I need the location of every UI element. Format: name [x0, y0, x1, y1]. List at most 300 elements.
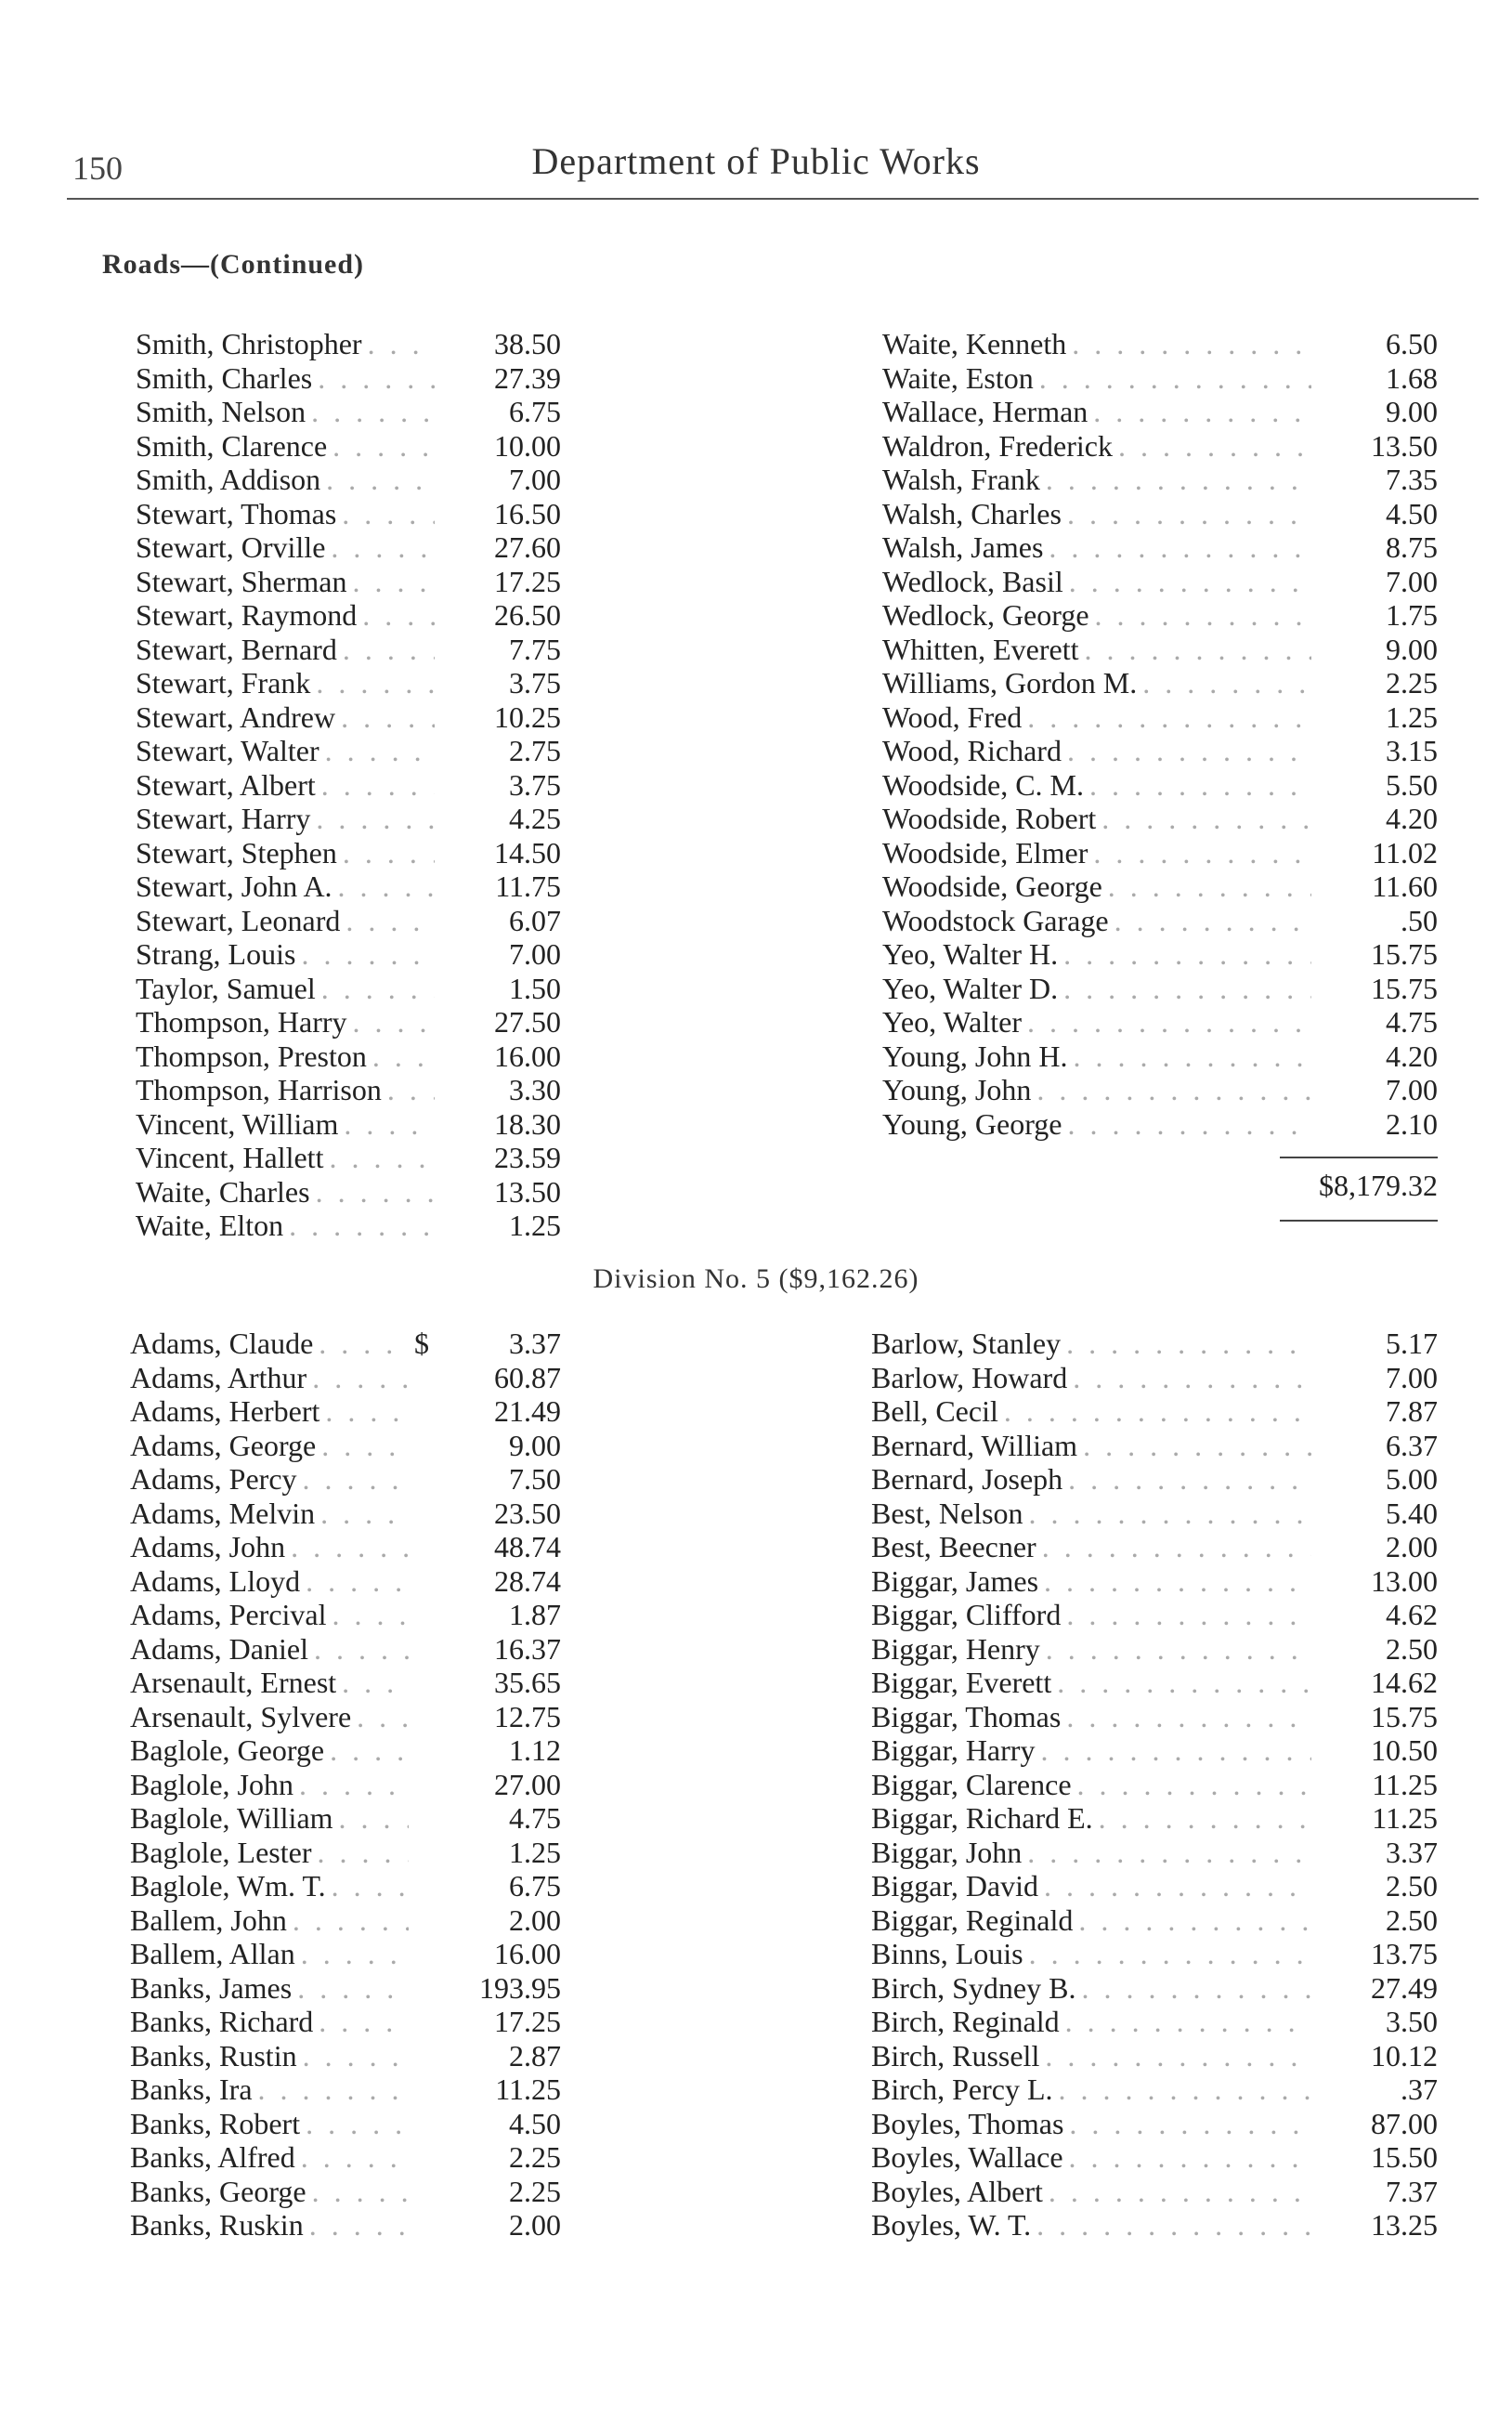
entry-amount: 18.30 [494, 1106, 561, 1141]
entry-amount: 4.50 [509, 2106, 561, 2140]
entry-name: Banks, Robert [130, 2106, 301, 2140]
dot-leader [331, 530, 435, 565]
dot-leader [1039, 361, 1311, 396]
entry-name: Stewart, Thomas [136, 496, 337, 530]
dot-leader [1077, 1768, 1311, 1802]
entry-amount: 27.60 [494, 530, 561, 564]
list-item [871, 1971, 1438, 2006]
dot-leader [332, 429, 435, 464]
entry-amount: 17.25 [494, 564, 561, 598]
list-item [136, 1005, 561, 1040]
entry-name: Adams, Claude [130, 1327, 314, 1360]
entry-name: Stewart, John A. [136, 870, 332, 903]
dot-leader [1027, 1005, 1311, 1040]
list-item [136, 870, 561, 904]
dot-leader [1083, 1429, 1311, 1463]
dot-leader [301, 2140, 409, 2175]
entry-name: Birch, Percy L. [871, 2072, 1053, 2106]
list-item [130, 1394, 561, 1429]
entry-amount: 10.50 [1371, 1733, 1438, 1767]
entry-amount: 10.25 [494, 700, 561, 734]
entry-name: Yeo, Walter H. [882, 937, 1059, 971]
list-item [136, 836, 561, 870]
dot-leader [1029, 1937, 1311, 1971]
dot-leader [1046, 1632, 1311, 1667]
dot-leader [1081, 1971, 1311, 2006]
list-item [130, 2005, 561, 2039]
entry-amount: 10.12 [1371, 2038, 1438, 2072]
dot-leader [1036, 2208, 1311, 2242]
entry-name: Bernard, Joseph [871, 1462, 1063, 1496]
entry-amount: 3.75 [509, 767, 561, 802]
entry-name: Biggar, Clarence [871, 1767, 1072, 1801]
total-rule-bottom [1280, 1220, 1438, 1222]
entry-amount: 21.49 [494, 1394, 561, 1428]
entry-amount: 27.39 [494, 360, 561, 395]
entry-amount: 5.50 [1386, 767, 1438, 802]
entry-amount: 15.75 [1371, 971, 1438, 1005]
entry-amount: 14.62 [1371, 1666, 1438, 1699]
list-item [882, 768, 1438, 803]
dot-leader [311, 395, 435, 429]
list-item [136, 463, 561, 497]
entry-amount: 26.50 [494, 598, 561, 632]
dot-leader [342, 1666, 409, 1700]
entry-name: Adams, John [130, 1530, 286, 1563]
entry-name: Wedlock, Basil [882, 564, 1063, 598]
entry-name: Birch, Russell [871, 2038, 1040, 2072]
entry-name: Walsh, James [882, 530, 1044, 564]
entry-amount: 3.75 [509, 666, 561, 700]
entry-name: Woodside, George [882, 870, 1102, 903]
list-item [871, 1801, 1438, 1836]
dot-leader [362, 598, 435, 633]
list-item [136, 904, 561, 938]
top-right-column [882, 327, 1438, 1141]
entry-name: Arsenault, Ernest [130, 1666, 337, 1699]
list-item [136, 768, 561, 803]
entry-amount: 4.25 [509, 802, 561, 835]
dot-leader [1042, 1530, 1311, 1564]
entry-name: Binns, Louis [871, 1937, 1023, 1970]
entry-name: Biggar, James [871, 1563, 1039, 1598]
list-item [882, 1107, 1438, 1142]
dot-leader [1068, 1107, 1312, 1142]
entry-name: Barlow, Stanley [871, 1327, 1062, 1360]
list-item [136, 972, 561, 1006]
entry-name: Biggar, David [871, 1869, 1039, 1903]
list-item [136, 429, 561, 464]
list-item [871, 1768, 1438, 1802]
entry-name: Stewart, Stephen [136, 835, 337, 870]
dot-leader [325, 1394, 409, 1429]
entry-name: Vincent, Hallett [136, 1141, 324, 1174]
entry-name: Smith, Charles [136, 360, 313, 395]
list-item [130, 1361, 561, 1395]
dot-leader [1066, 1700, 1311, 1734]
entry-name: Stewart, Walter [136, 734, 319, 767]
dot-leader [318, 361, 435, 396]
list-item [871, 1937, 1438, 1971]
entry-amount: 6.37 [1386, 1428, 1438, 1462]
entry-name: Baglole, Wm. T. [130, 1869, 326, 1903]
entry-amount: 17.25 [494, 2005, 561, 2038]
dot-leader [1036, 1073, 1311, 1107]
list-item [136, 633, 561, 667]
list-item [871, 1394, 1438, 1429]
entry-name: Stewart, Orville [136, 530, 326, 564]
list-item [871, 1836, 1438, 1870]
entry-name: Vincent, William [136, 1106, 339, 1141]
dot-leader [321, 768, 435, 803]
dot-leader [1066, 1327, 1311, 1361]
entry-name: Birch, Sydney B. [871, 1970, 1076, 2005]
entry-amount: 13.00 [1371, 1563, 1438, 1598]
entry-name: Adams, Lloyd [130, 1563, 301, 1598]
entry-amount: 16.00 [494, 1039, 561, 1073]
dot-leader [1089, 768, 1311, 803]
entry-amount: 9.00 [509, 1428, 561, 1462]
entry-name: Stewart, Sherman [136, 564, 347, 598]
entry-name: Stewart, Albert [136, 767, 316, 802]
dot-leader [306, 2107, 409, 2141]
entry-amount: 7.00 [509, 937, 561, 971]
entry-name: Whitten, Everett [882, 632, 1079, 666]
entry-amount: 1.12 [509, 1733, 561, 1767]
list-item [882, 972, 1438, 1006]
entry-amount: 4.20 [1386, 802, 1438, 835]
dot-leader [339, 1801, 409, 1836]
list-item [871, 1666, 1438, 1700]
entry-amount: 1.50 [509, 971, 561, 1005]
bottom-left-column [130, 1327, 561, 2242]
list-item [871, 1733, 1438, 1768]
list-item [871, 1700, 1438, 1734]
dot-leader [325, 734, 435, 768]
list-item [136, 530, 561, 565]
dot-leader [332, 1598, 410, 1632]
entry-name: Banks, Alfred [130, 2140, 295, 2174]
entry-amount: 4.50 [1386, 496, 1438, 530]
entry-amount: 3.15 [1386, 734, 1438, 767]
dot-leader [1044, 1564, 1311, 1599]
entry-amount: 6.07 [509, 903, 561, 937]
dot-leader [1093, 395, 1311, 429]
list-item [871, 2005, 1438, 2039]
entry-amount: 1.75 [1386, 598, 1438, 632]
entry-amount: 2.50 [1386, 1869, 1438, 1903]
dot-leader [1004, 1394, 1311, 1429]
dot-leader [1044, 1869, 1311, 1903]
list-item [136, 361, 561, 396]
entry-amount: 7.87 [1386, 1394, 1438, 1428]
entry-name: Young, George [882, 1106, 1062, 1141]
dot-leader [258, 2072, 409, 2107]
entry-amount: 4.20 [1386, 1039, 1438, 1073]
list-item [130, 2208, 561, 2242]
entry-name: Stewart, Frank [136, 666, 311, 700]
entry-amount: 7.00 [1386, 1360, 1438, 1394]
dot-leader [321, 1429, 409, 1463]
entry-amount: 27.00 [494, 1767, 561, 1801]
dot-leader [353, 1005, 435, 1040]
entry-amount: 6.50 [1386, 327, 1438, 360]
dot-leader [357, 1700, 409, 1734]
entry-name: Bell, Cecil [871, 1394, 998, 1428]
entry-name: Adams, Arthur [130, 1360, 307, 1394]
list-item [871, 1361, 1438, 1395]
bottom-right-column [871, 1327, 1438, 2242]
list-item [871, 2072, 1438, 2107]
dot-leader [1063, 972, 1311, 1006]
entry-amount: 7.37 [1386, 2174, 1438, 2208]
entry-name: Thompson, Harry [136, 1005, 347, 1039]
list-item [882, 565, 1438, 599]
entry-name: Adams, Percival [130, 1598, 327, 1631]
dot-leader [1067, 734, 1311, 768]
dot-leader [344, 1107, 435, 1142]
entry-amount: 11.25 [495, 2072, 561, 2106]
entry-name: Biggar, Harry [871, 1733, 1036, 1767]
entry-name: Yeo, Walter D. [882, 971, 1059, 1005]
entry-amount: 7.00 [509, 463, 561, 496]
dot-leader [316, 1175, 435, 1210]
entry-name: Banks, Ruskin [130, 2208, 304, 2242]
list-item [136, 700, 561, 735]
entry-amount: 11.25 [1372, 1801, 1438, 1835]
entry-name: Boyles, Wallace [871, 2140, 1063, 2174]
entry-amount: 5.17 [1386, 1327, 1438, 1360]
list-item [136, 734, 561, 768]
entry-amount: 13.50 [494, 1174, 561, 1209]
entry-name: Baglole, William [130, 1801, 333, 1835]
list-item [130, 1733, 561, 1768]
entry-name: Baglole, Lester [130, 1835, 312, 1869]
dot-leader [1114, 904, 1311, 938]
list-item [130, 2072, 561, 2107]
entry-amount: 2.10 [1386, 1106, 1438, 1141]
list-item [130, 1497, 561, 1531]
entry-name: Waite, Elton [136, 1209, 284, 1242]
dot-leader [1049, 2175, 1311, 2209]
dot-leader [312, 2175, 409, 2209]
dot-leader [1067, 497, 1311, 531]
list-item [130, 2039, 561, 2073]
entry-amount: 3.30 [509, 1073, 561, 1106]
entry-name: Biggar, Richard E. [871, 1801, 1093, 1835]
entry-amount: 2.00 [1386, 1530, 1438, 1563]
dot-leader [1118, 429, 1311, 464]
entry-name: Williams, Gordon M. [882, 666, 1138, 700]
dot-leader [338, 870, 435, 904]
total-rule-top [1280, 1157, 1438, 1158]
list-item [871, 1530, 1438, 1564]
list-item [882, 802, 1438, 836]
list-item [882, 734, 1438, 768]
entry-name: Adams, Percy [130, 1462, 297, 1496]
dot-leader [309, 2208, 409, 2242]
entry-amount: 7.75 [509, 632, 561, 666]
dot-leader [1142, 666, 1311, 700]
entry-amount: 2.25 [509, 2140, 561, 2174]
entry-name: Ballem, John [130, 1903, 287, 1937]
entry-amount: 10.00 [494, 428, 561, 463]
dot-leader [1095, 598, 1311, 633]
entry-amount: 48.74 [494, 1530, 561, 1563]
entry-amount: 1.25 [509, 1209, 561, 1242]
list-item [882, 836, 1438, 870]
header-divider [67, 198, 1479, 200]
entry-amount: 2.50 [1386, 1631, 1438, 1666]
entry-amount: 2.75 [509, 734, 561, 767]
entry-name: Smith, Christopher [136, 327, 362, 360]
entry-amount: 35.65 [494, 1666, 561, 1699]
list-item [871, 1564, 1438, 1599]
entry-amount: 15.75 [1371, 937, 1438, 971]
dot-leader [319, 2005, 409, 2039]
dot-leader [1027, 1836, 1311, 1870]
list-item [882, 395, 1438, 429]
list-item [136, 1107, 561, 1142]
list-item [871, 1598, 1438, 1632]
list-item [882, 361, 1438, 396]
list-item [871, 1497, 1438, 1531]
list-item [871, 2208, 1438, 2242]
entry-amount: 2.50 [1386, 1903, 1438, 1937]
entry-name: Stewart, Leonard [136, 903, 341, 937]
entry-amount: 38.50 [494, 327, 561, 360]
entry-name: Adams, Daniel [130, 1631, 308, 1666]
entry-amount: 13.50 [1371, 428, 1438, 463]
entry-amount: 15.50 [1371, 2140, 1438, 2174]
entry-amount: 1.25 [1386, 700, 1438, 734]
list-item [871, 1327, 1438, 1361]
entry-name: Boyles, W. T. [871, 2208, 1032, 2242]
dot-leader [1057, 1666, 1311, 1700]
list-item [871, 2175, 1438, 2209]
entry-amount: 1.25 [509, 1835, 561, 1869]
list-item [871, 1903, 1438, 1938]
entry-amount: 16.00 [494, 1937, 561, 1970]
entry-name: Biggar, Thomas [871, 1699, 1062, 1733]
dot-leader [1072, 327, 1311, 361]
entry-name: Strang, Louis [136, 937, 296, 971]
entry-amount: 16.50 [494, 496, 561, 530]
list-item [882, 1040, 1438, 1074]
division-heading: Division No. 5 ($9,162.26) [593, 1263, 919, 1294]
entry-amount: 4.75 [1386, 1005, 1438, 1039]
entry-amount: 14.50 [494, 835, 561, 870]
list-item [871, 1632, 1438, 1667]
list-item [882, 666, 1438, 700]
dot-leader [1040, 1733, 1311, 1768]
dot-leader [319, 1327, 409, 1361]
list-item [130, 1869, 561, 1903]
dot-leader [341, 700, 435, 735]
entry-name: Stewart, Harry [136, 802, 311, 835]
entry-amount: 27.49 [1371, 1970, 1438, 2005]
entry-name: Best, Nelson [871, 1496, 1023, 1530]
dot-leader [1073, 1040, 1311, 1074]
entry-name: Taylor, Samuel [136, 971, 316, 1005]
entry-amount: 15.75 [1371, 1699, 1438, 1733]
list-item [882, 633, 1438, 667]
entry-amount: 2.25 [1386, 666, 1438, 700]
dot-leader [320, 1497, 409, 1531]
entry-name: Stewart, Raymond [136, 598, 358, 632]
dot-leader [312, 1361, 409, 1395]
entry-name: Woodstock Garage [882, 903, 1109, 937]
entry-name: Walsh, Charles [882, 496, 1062, 530]
list-item [871, 2039, 1438, 2073]
dot-leader [303, 2039, 409, 2073]
entry-name: Banks, Rustin [130, 2038, 297, 2072]
entry-name: Banks, Ira [130, 2072, 253, 2106]
entry-name: Woodside, C. M. [882, 767, 1084, 802]
page-title: Department of Public Works [531, 140, 981, 182]
list-item [136, 1209, 561, 1243]
entry-amount: 7.35 [1386, 463, 1438, 496]
entry-amount: 27.50 [494, 1005, 561, 1039]
list-item [130, 2175, 561, 2209]
list-item [130, 2107, 561, 2141]
entry-name: Stewart, Bernard [136, 632, 337, 666]
entry-name: Waite, Eston [882, 360, 1034, 395]
dot-leader [301, 937, 435, 972]
dot-leader [1073, 1361, 1311, 1395]
entry-amount: .37 [1401, 2072, 1438, 2106]
list-item [882, 870, 1438, 904]
entry-name: Wedlock, George [882, 598, 1089, 632]
entry-name: Biggar, Everett [871, 1666, 1052, 1699]
list-item [882, 463, 1438, 497]
list-item [136, 1040, 561, 1074]
entry-amount: 3.37 [1386, 1835, 1438, 1869]
entry-amount: 16.37 [494, 1631, 561, 1666]
entry-amount: 13.75 [1371, 1937, 1438, 1970]
entry-amount: 7.00 [1386, 564, 1438, 598]
dot-leader [1066, 1598, 1311, 1632]
dot-leader [332, 1869, 409, 1903]
dot-leader [368, 327, 435, 361]
entry-name: Young, John H. [882, 1039, 1068, 1073]
list-item [130, 1564, 561, 1599]
dot-leader [1084, 633, 1311, 667]
dot-leader [1065, 2005, 1311, 2039]
list-item [882, 530, 1438, 565]
dot-leader [316, 666, 435, 700]
list-item [130, 1666, 561, 1700]
dot-leader [330, 1733, 409, 1768]
list-item [882, 700, 1438, 735]
entry-name: Boyles, Albert [871, 2174, 1043, 2208]
list-item [130, 1327, 561, 1361]
list-item [130, 1836, 561, 1870]
dot-leader [306, 1564, 409, 1599]
entry-amount: 11.02 [1372, 835, 1438, 870]
entry-amount: 28.74 [494, 1563, 561, 1598]
list-item [882, 327, 1438, 361]
entry-amount: 11.60 [1372, 870, 1438, 903]
entry-amount: 13.25 [1371, 2208, 1438, 2242]
dot-leader [316, 802, 435, 836]
entry-amount: 7.00 [1386, 1073, 1438, 1106]
entry-name: Thompson, Preston [136, 1039, 367, 1073]
entry-amount: 7.50 [509, 1462, 561, 1496]
entry-amount: 1.68 [1386, 360, 1438, 395]
entry-name: Ballem, Allan [130, 1937, 295, 1970]
list-item [136, 327, 561, 361]
